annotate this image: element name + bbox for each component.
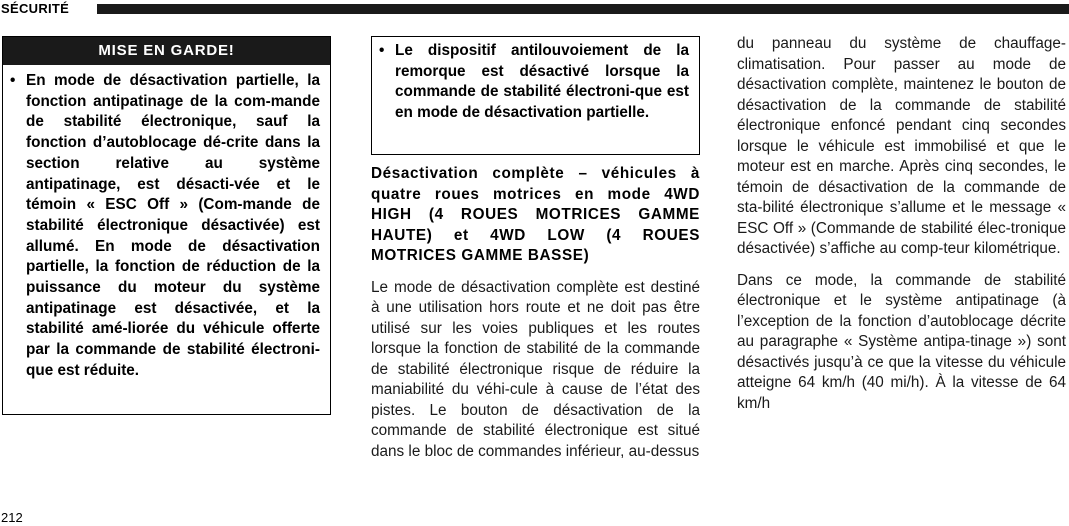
warning-box xyxy=(2,36,331,415)
section-title: SÉCURITÉ xyxy=(1,1,70,16)
page-header xyxy=(0,0,1069,18)
paragraph-2: du panneau du système de chauffage-climatisation. Pour passer au mode de désactivation complète, maintenez le bouton de désactivation de la commande de stabilité électronique enfoncé pendant cinq secondes lorsque le véhicule est immobilisé et que le moteur est en marche. Après cinq secondes, le témoin de désactivation de la commande de sta-bilité électronique s’allume et le message « ESC Off » (Commande de stabilité élec-tronique désactivée) s’affiche au comp-teur kilométrique. xyxy=(737,35,1066,257)
warning-title: MISE EN GARDE! xyxy=(3,37,330,65)
note-box xyxy=(371,36,700,155)
paragraph-1: Le mode de désactivation complète est destiné à une utilisation hors route et ne doit pas être utilisé sur les voies publiques et les routes lorsque la fonction de stabilité de la commande de stabilité électronique risque de réduire la maniabilité du véhi-cule à cause de l’état des pistes. Le bouton de désactivation de la commande de stabilité électronique est situé dans le bloc de commandes inférieur, au-dessus xyxy=(371,278,700,460)
page-number: 212 xyxy=(1,510,23,525)
right-column xyxy=(737,34,1066,414)
section-heading: Désactivation complète – véhicules à quatre roues motrices en mode 4WD HIGH (4 ROUES MOTRICES GAMME HAUTE) et 4WD LOW (4 ROUES MOTRICES GAMME BASSE) xyxy=(371,165,700,264)
note-bullet: • Le dispositif antilouvoiement de la remorque est désactivé lorsque la commande de stabilité électroni-que est en mode de désactivation partielle. xyxy=(372,41,689,124)
warning-bullet: • En mode de désactivation partielle, la fonction antipatinage de la com-mande de stabilité électronique, sauf la fonction d’autoblocage dé-crite dans la section relative au système antipatinage, est désacti-vée et le témoin « ESC Off » (Com-mande de stabilité électronique désactivée) est allumé. En mode de désactivation partielle, la fonction de réduction de la puissance du moteur du système antipatinage est désactivée, et la stabilité amé-liorée du véhicule offerte par la commande de stabilité électroni-que est réduite. xyxy=(3,71,320,382)
header-rule xyxy=(97,4,1069,14)
paragraph-3: Dans ce mode, la commande de stabilité électronique et le système antipatinage (à l’exception de la fonction d’autoblocage décrite au paragraphe « Système antipa-tinage ») sont désactivés jusqu’à ce que la vitesse du véhicule atteigne 64 km/h (40 mi/h). À la vitesse de 64 km/h xyxy=(737,271,1066,412)
middle-column xyxy=(371,164,700,462)
